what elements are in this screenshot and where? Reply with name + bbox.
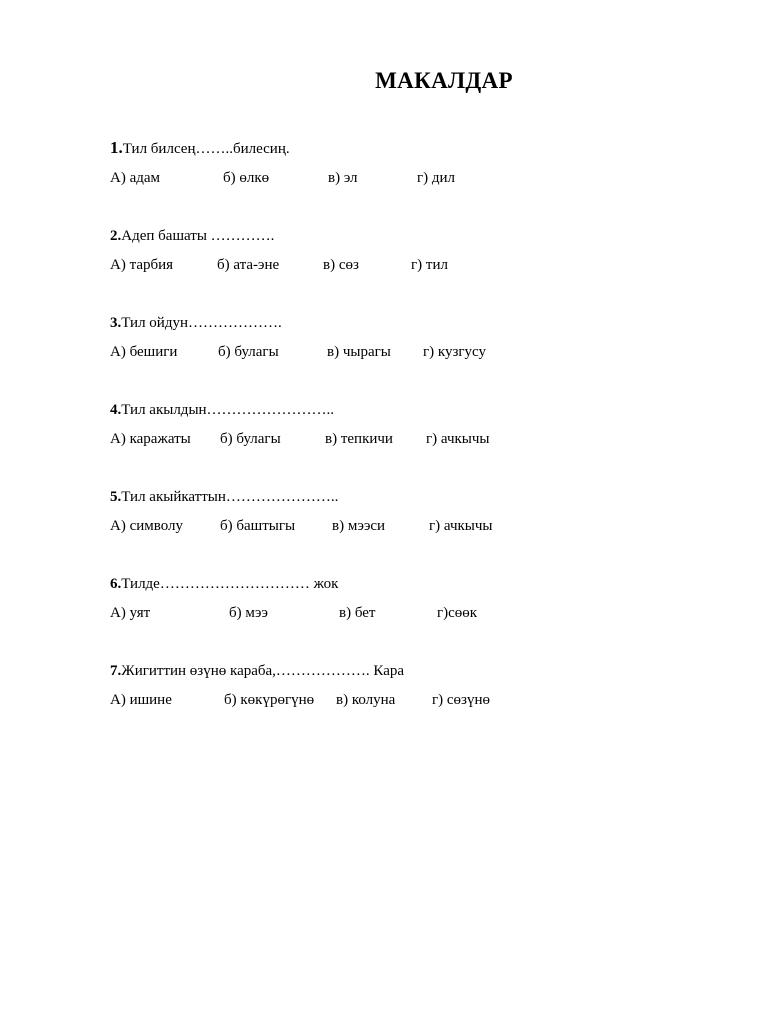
option-c: в) бет — [339, 605, 376, 621]
question-1 — [110, 139, 768, 199]
option-b: б) булагы — [218, 344, 279, 360]
option-d: г) сөзүнө — [432, 692, 491, 708]
option-a: А) ишине — [110, 692, 172, 708]
question-number: 2. — [110, 228, 122, 244]
question-number: 4. — [110, 402, 122, 418]
option-a: А) тарбия — [110, 257, 174, 273]
option-c: в) чырагы — [327, 344, 391, 360]
question-2 — [110, 227, 768, 287]
question-line — [110, 575, 338, 593]
question-text: Тил ойдун………………. — [121, 315, 282, 331]
option-a: А) адам — [110, 170, 161, 186]
option-b: б) көкүрөгүнө — [224, 692, 315, 708]
answer-options — [110, 343, 610, 361]
page-title: МАКАЛДАР — [375, 68, 513, 93]
option-c: в) сөз — [323, 257, 359, 273]
question-3 — [110, 314, 768, 374]
question-line — [110, 314, 282, 332]
question-number: 3. — [110, 315, 122, 331]
option-b: б) булагы — [220, 431, 281, 447]
option-d: г) кузгусу — [423, 344, 487, 360]
option-c: в) тепкичи — [325, 431, 393, 447]
answer-options — [110, 256, 610, 274]
answer-options — [110, 604, 610, 622]
question-7 — [110, 662, 768, 722]
question-number: 6. — [110, 576, 122, 592]
answer-options — [110, 430, 610, 448]
question-text: Адеп башаты …………. — [121, 228, 275, 244]
question-number: 1. — [110, 138, 123, 157]
question-number: 7. — [110, 663, 122, 679]
option-d: г)сөөк — [437, 605, 478, 621]
option-a: А) символу — [110, 518, 184, 534]
option-d: г) ачкычы — [426, 431, 490, 447]
option-d: г) дил — [417, 170, 456, 186]
question-text: Тил акылдын…………………….. — [121, 402, 335, 418]
question-line — [110, 401, 334, 419]
question-4 — [110, 401, 768, 461]
option-a: А) уят — [110, 605, 151, 621]
question-text: Жигиттин өзүнө караба,………………. Кара — [121, 663, 405, 679]
question-text: Тилде………………………… жок — [121, 576, 339, 592]
option-c: в) эл — [328, 170, 358, 186]
question-text: Тил билсең……..билесиң. — [122, 141, 290, 157]
question-line — [110, 139, 290, 158]
option-b: б) мээ — [229, 605, 268, 621]
option-a: А) каражаты — [110, 431, 191, 447]
option-a: А) бешиги — [110, 344, 178, 360]
answer-options — [110, 169, 610, 187]
question-5 — [110, 488, 768, 548]
option-c: в) колуна — [336, 692, 396, 708]
answer-options — [110, 691, 610, 709]
question-line — [110, 662, 404, 680]
question-line — [110, 488, 338, 506]
option-c: в) мээси — [332, 518, 386, 534]
question-6 — [110, 575, 768, 635]
option-b: б) өлкө — [223, 170, 270, 186]
option-b: б) баштыгы — [220, 518, 296, 534]
question-text: Тил акыйкаттын………………….. — [121, 489, 339, 505]
option-d: г) ачкычы — [429, 518, 493, 534]
question-line — [110, 227, 274, 245]
option-b: б) ата-эне — [217, 257, 280, 273]
answer-options — [110, 517, 610, 535]
question-number: 5. — [110, 489, 122, 505]
option-d: г) тил — [411, 257, 448, 273]
